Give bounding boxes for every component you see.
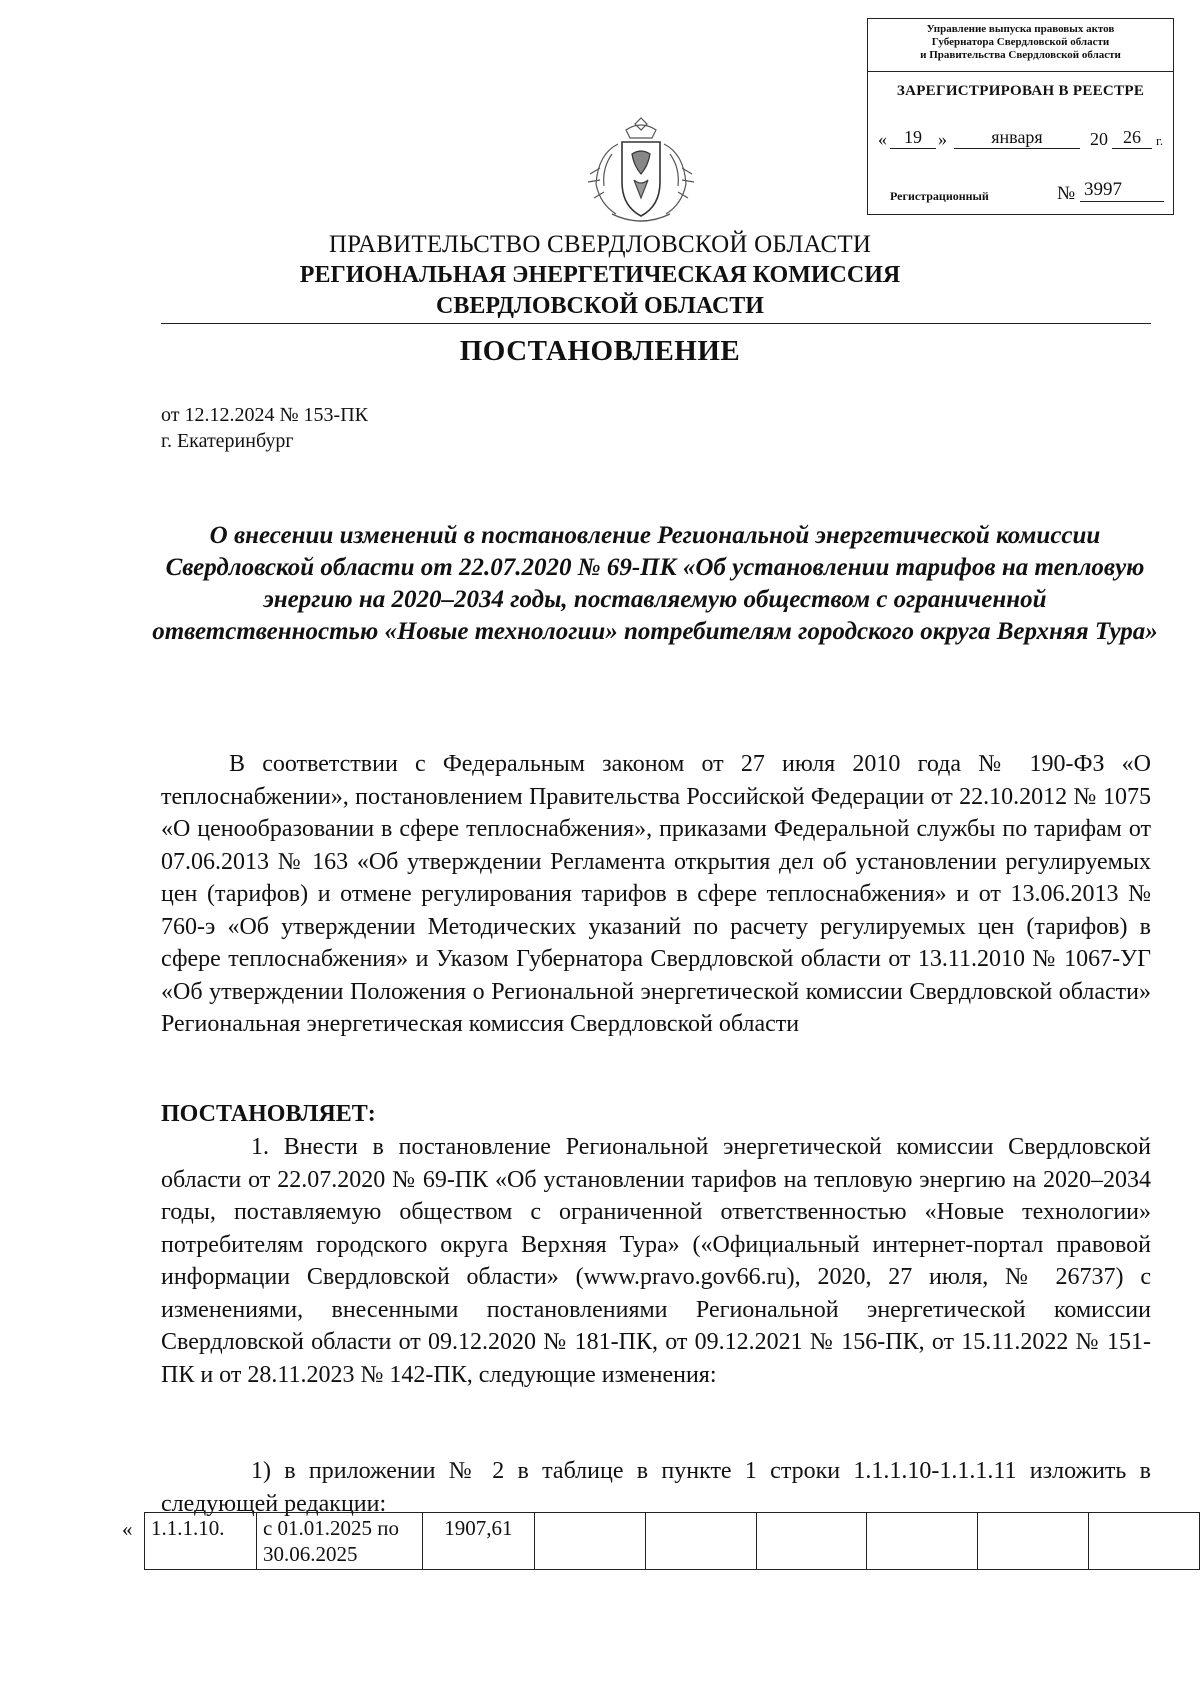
table-cell [756, 1513, 867, 1570]
stamp-office-line: Управление выпуска правовых актов [926, 23, 1115, 35]
preamble-paragraph: В соответствии с Федеральным законом от 27 июля 2010 года № 190-ФЗ «О теплоснабжении», постановлением Правительства Российской Федерации от 22.10.2012 № 1075 «О ценообразовании в сфере теплоснабжения», приказами Федеральной службы по тарифам от 07.06.2013 № 163 «Об утверждении Регламента открытия дел об установлении регулируемых цен (тарифов) и отмене регулирования тарифов в сфере теплоснабжения» и от 13.06.2013 № 760-э «Об утверждении Методических указаний по расчету регулируемых цен (тарифов) в сфере теплоснабжения» и Указом Губернатора Свердловской области от 13.11.2010 № 1067-УГ «Об утверждении Положения о Региональной энергетической комиссии Свердловской области» Региональная энергетическая комиссия Свердловской области [161, 751, 1151, 1037]
tariff-table-fragment [144, 1512, 1200, 1570]
stamp-office-line: Губернатора Свердловской области [931, 36, 1110, 48]
table-cell-period: с 01.01.2025 по 30.06.2025 [256, 1513, 422, 1570]
table-cell [1089, 1513, 1200, 1570]
table-row [145, 1513, 1200, 1570]
table-cell-tariff: 1907,61 [422, 1513, 534, 1570]
table-cell [867, 1513, 978, 1570]
stamp-year-prefix: 20 [1090, 129, 1108, 149]
stamp-date [878, 127, 1168, 153]
table-open-quote: « [122, 1517, 133, 1541]
commission-name-line2: СВЕРДЛОВСКОЙ ОБЛАСТИ [436, 293, 764, 319]
document-type: ПОСТАНОВЛЕНИЕ [459, 335, 741, 367]
header-divider [161, 323, 1151, 324]
stamp-open-quote: « [878, 129, 887, 149]
document-title: О внесении изменений в постановление Региональной энергетической комиссии Свердловской области от 22.07.2020 № 69-ПК «Об установлении тарифов на тепловую энергию на 2020–2034 годы, поставляемую обществом с ограниченной ответственностью «Новые технологии» потребителям городского округа Верхняя Тура» [152, 522, 1158, 645]
table-cell [645, 1513, 756, 1570]
table-cell-row-number: 1.1.1.10. [145, 1513, 257, 1570]
stamp-reg-number: 3997 [1080, 179, 1164, 202]
subitem-1-paragraph: 1) в приложении № 2 в таблице в пункте 1 строки 1.1.1.10-1.1.1.11 изложить в следующей редакции: [161, 1458, 1151, 1517]
item-1-paragraph: 1. Внести в постановление Региональной энергетической комиссии Свердловской области от 22.07.2020 № 69-ПК «Об установлении тарифов на тепловую энергию на 2020–2034 годы, поставляемую обществом с ограниченной ответственностью «Новые технологии» потребителям городского округа Верхняя Тура» («Официальный интернет-портал правовой информации Свердловской области» (www.pravo.gov66.ru), 2020, 27 июля, № 26737) с изменениями, внесенными постановлениями Региональной энергетической комиссии Свердловской области от 09.12.2020 № 181-ПК, от 09.12.2021 № 156-ПК, от 15.11.2022 № 151-ПК и от 28.11.2023 № 142-ПК, следующие изменения: [161, 1134, 1151, 1388]
stamp-close-quote: » [938, 129, 947, 149]
stamp-office [868, 19, 1173, 72]
stamp-year-abbr: г. [1156, 133, 1164, 148]
coat-of-arms-icon [582, 114, 700, 226]
stamp-office-line: и Правительства Свердловской области [920, 49, 1121, 61]
commission-name-line1: РЕГИОНАЛЬНАЯ ЭНЕРГЕТИЧЕСКАЯ КОМИССИЯ [299, 262, 901, 288]
stamp-reg-label: Регистрационный [890, 189, 989, 203]
stamp-day: 19 [890, 127, 936, 149]
table-cell [978, 1513, 1089, 1570]
resolves-heading: ПОСТАНОВЛЯЕТ: [161, 1101, 376, 1127]
table-cell [534, 1513, 645, 1570]
stamp-number-sign: № [1057, 183, 1076, 204]
stamp-month: января [954, 127, 1080, 149]
government-name: ПРАВИТЕЛЬСТВО СВЕРДЛОВСКОЙ ОБЛАСТИ [328, 231, 872, 258]
document-city: г. Екатеринбург [161, 430, 294, 452]
stamp-year-suffix: 26 [1112, 127, 1152, 149]
stamp-registration-number [890, 179, 1170, 207]
stamp-registered-text: ЗАРЕГИСТРИРОВАН В РЕЕСТРЕ [896, 83, 1145, 99]
document-date-number: от 12.12.2024 № 153-ПК [161, 404, 369, 426]
registration-stamp [867, 18, 1174, 215]
